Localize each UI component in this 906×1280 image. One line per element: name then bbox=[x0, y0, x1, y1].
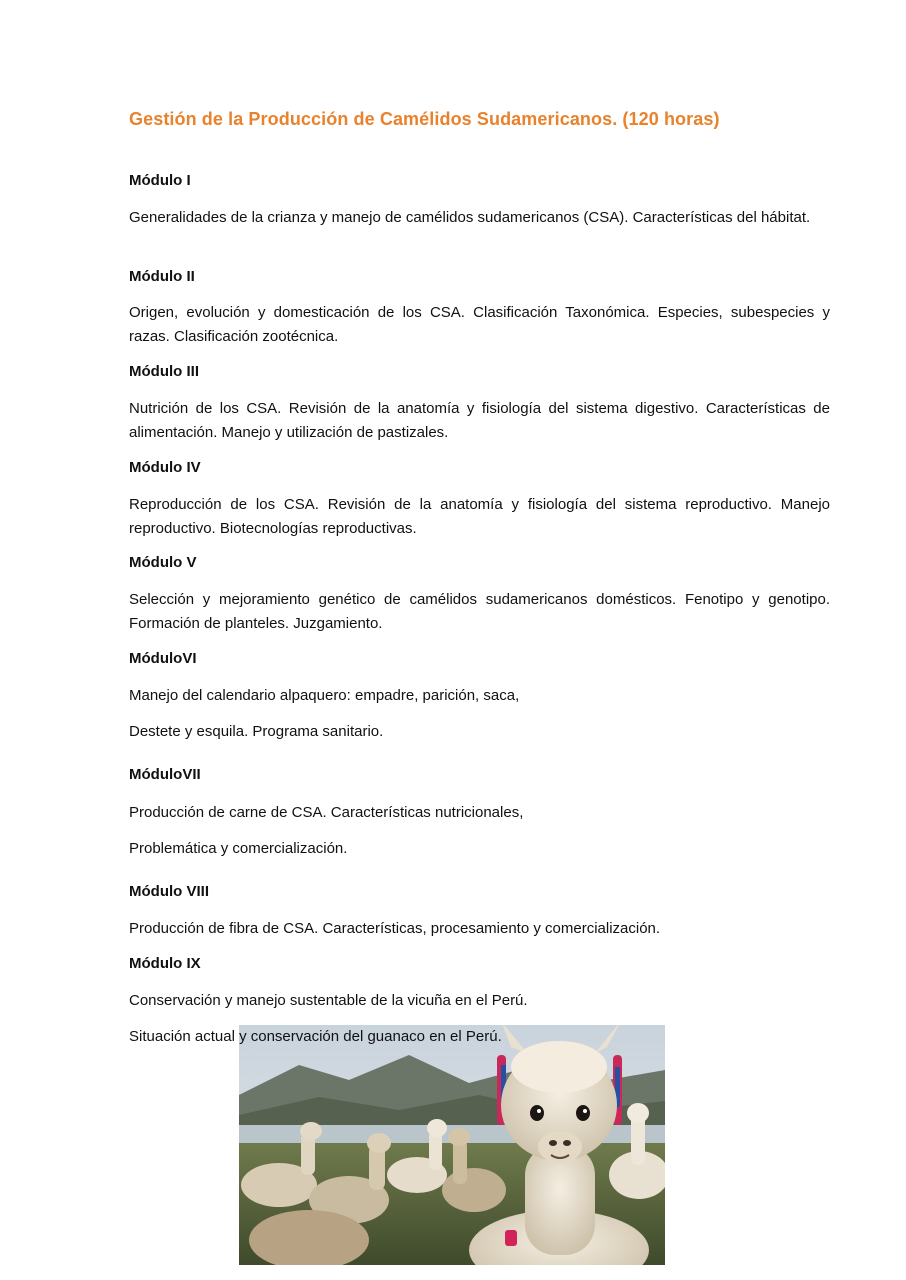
module-4-text: Reproducción de los CSA. Revisión de la anatomía y fisiología del sistema reproductivo. Manejo reproductivo. Biotecnologías reproductivas. bbox=[129, 496, 830, 537]
module-6-text-line-2: Destete y esquila. Programa sanitario. bbox=[129, 723, 384, 740]
module-8-heading: Módulo VIII bbox=[129, 883, 209, 900]
module-2-text: Origen, evolución y domesticación de los CSA. Clasificación Taxonómica. Especies, subespecies y razas. Clasificación zootécnica. bbox=[129, 304, 830, 345]
module-9-text-line-1: Conservación y manejo sustentable de la vicuña en el Perú. bbox=[129, 992, 528, 1009]
module-4-heading: Módulo IV bbox=[129, 459, 201, 476]
module-9-heading: Módulo IX bbox=[129, 955, 201, 972]
module-1-text: Generalidades de la crianza y manejo de camélidos sudamericanos (CSA). Características del hábitat. bbox=[129, 209, 811, 226]
module-5-text: Selección y mejoramiento genético de camélidos sudamericanos domésticos. Fenotipo y genotipo. Formación de planteles. Juzgamiento. bbox=[129, 591, 830, 632]
alpaca-photo bbox=[239, 1025, 665, 1265]
module-3-text: Nutrición de los CSA. Revisión de la anatomía y fisiología del sistema digestivo. Características de alimentación. Manejo y utilización de pastizales. bbox=[129, 400, 830, 441]
module-6-text-line-1: Manejo del calendario alpaquero: empadre, parición, saca, bbox=[129, 687, 520, 704]
module-7-text-line-1: Producción de carne de CSA. Características nutricionales, bbox=[129, 804, 524, 821]
module-6-heading: MóduloVI bbox=[129, 650, 197, 667]
module-8-text: Producción de fibra de CSA. Características, procesamiento y comercialización. bbox=[129, 920, 661, 937]
module-9-text-line-2: Situación actual y conservación del guanaco en el Perú. bbox=[129, 1028, 502, 1045]
module-2-heading: Módulo II bbox=[129, 268, 195, 285]
module-7-heading: MóduloVII bbox=[129, 766, 201, 783]
module-3-heading: Módulo III bbox=[129, 363, 199, 380]
module-7-text-line-2: Problemática y comercialización. bbox=[129, 840, 348, 857]
document-title: Gestión de la Producción de Camélidos Sudamericanos. (120 horas) bbox=[129, 109, 720, 129]
module-5-heading: Módulo V bbox=[129, 554, 197, 571]
module-1-heading: Módulo I bbox=[129, 172, 191, 189]
